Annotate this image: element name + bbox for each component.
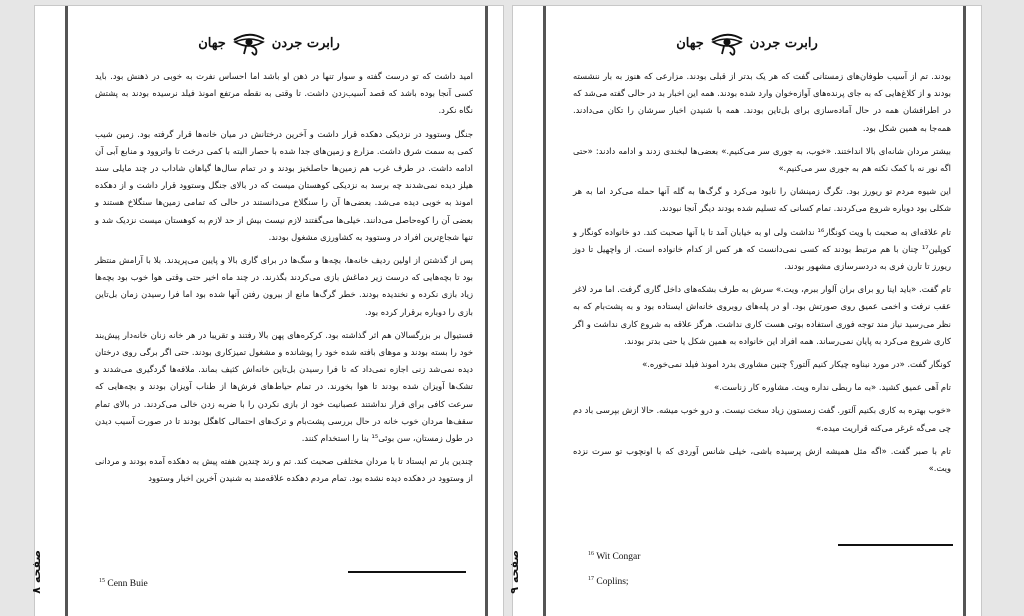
page-header [35,28,503,58]
paragraph: بودند. تم از آسیب طوفان‌های زمستانی گفت که هر یک بدتر از قبلی بودند. مزارعی که هنوز به بار ننشسته بودند و از کلاغ‌هایی که به جای پرنده‌های آوازه‌خوان وارد شده بودند. همه این اخبار بد در حالی گفته می‌شد که در اطرافشان همه در حال آماده‌سازی برای بل‌تاین بودند. همه با شنیدن اخبار سرشان را تکان می‌دادند. همه‌جا به همین شکل بود. [573,71,951,133]
page-border-right [485,6,488,616]
eye-of-ra-icon [232,30,266,56]
footnote-number: 15 [99,578,105,584]
footnote [99,578,148,589]
paragraph: امید داشت که تو درست گفته و سوار تنها در ذهن او باشد اما احساس نفرت به خوبی در ذهنش بود. باید کسی آنجا بوده باشد که قصد آسیب‌زدن داشت. تا وقتی به نقطه مرتفع امونذ فیلد نرسیده بودند به پشتش نگاه نکرد. [95,71,473,116]
paragraph: جنگل وستوود در نزدیکی دهکده قرار داشت و آخرین درختانش در میان خانه‌ها قرار گرفته بود. زمین شیب کمی به سمت شرق داشت. مزارع و زمین‌های جدا شده با حصار البته با کمی درخت تا واتروود و منابع آبی آن ادامه داشت. در طرف غرب هم زمین‌ها حاصلخیز بودند و در تمام سال‌ها گیاهان شاداب در چند مایلی سند هیلز دیده نمی‌شدند چه برسد به نزدیکی کوهستان میست که در بالای جنگل وستوود قرار داشت و از دهکده امونذ به خوبی دیده می‌شد. بعضی‌ها آن را سنگلاخ می‌دانستند در حالی که تمامی زمین‌ها سنگلاخ هستند و بعضی آن را کوه‌حاصل می‌دانند. خیلی‌ها می‌گفتند لازم نیست بیش از حد لازم به کوهستان میست نزدیک شد و تنها شجاع‌ترین افراد در وستوود به کشاورزی مشغول بودند. [95,128,473,242]
page-number: صفحه ۹ [508,550,521,594]
page-border-left [543,6,546,616]
paragraph: چندین بار تم ایستاد تا با مردان مختلفی صحبت کند. تم و رند چندین هفته پیش به دهکده آمده بودند و مردانی از وستوود در دهکده دیده نشده بود. تمام مردم دهکده علاقه‌مند به شنیدن آخرین اخبار وستوود [95,456,473,484]
paragraph: تام گفت. «باید اینا رو برای بران آلوار ببرم، ویت.» سرش به طرف بشکه‌های داخل گاری گرفت. اما مرد لاغر عقب نرفت و اخمی عمیق روی صورتش بود. او در پله‌های روبروی خانه‌اش ایستاده بود و به پشت‌بام که به نظر می‌رسید نیاز مند توجه فوری استفاده بوتی هست کاری نداشت. هرگز علاقه به شروع کاری نداشت و اگر کاری شروع می‌کرد به پایان نمی‌رساند. همه افراد این خانواده به همین شکل یا حتی بدتر بودند. [573,284,951,346]
footnote-text: Wit Congar [596,552,641,563]
eye-of-ra-icon [710,30,744,56]
footnote [588,576,629,587]
paragraph: بیشتر مردان شانه‌ای بالا انداختند. «خوب، به جوری سر می‌کنیم.» بعضی‌ها لبخندی زدند و ادامه دادند: «حتی اگه نور نه با کمک نکنه هم به جوری سر می‌کنیم.» [573,145,951,174]
paragraph: تام علاقه‌ای به صحبت با ویت کونگار¹⁶ نداشت ولی او به خیابان آمد تا با آنها صحبت کند. دو خانواده کونگار و کوپلین¹⁷ چنان با هم مرتبط بودند که کسی نمی‌دانست که هر کس از کدام خانواده است. از واچهیل تا دوز ریورز تا تارن فری به دردسرسازی مشهور بودند. [573,226,951,272]
paragraph: تام با صبر گفت. «اگه مثل همیشه ازش پرسیده باشی، خیلی شانس آوردی که با اونچوب تو سرت نزده ویت.» [573,445,951,474]
header-title-part1: رابرت جردن [271,35,340,51]
header-title-part2: جهان [198,35,226,51]
document-page-left [30,6,503,616]
footnote-separator [348,571,466,573]
footnote [588,551,640,562]
page-body-text [573,68,951,483]
paragraph: تام آهی عمیق کشید. «به ما ربطی نداره ویت. مشاوره کار زناست.» [714,382,951,393]
page-header [513,28,981,58]
footnote-separator [838,544,953,546]
paragraph: «خوب بهتره به کاری بکنیم آلتور. گفت زمستون زیاد سخت نیست. و درو خوب میشه. حالا ازش بپرسی باد دم چی می‌گه غرغر می‌کنه قراریت میده.» [573,405,951,433]
header-title-part2: جهان [676,35,704,51]
paragraph: پس از گذشتن از اولین ردیف خانه‌ها، بچه‌ها و سگ‌ها در برای گاری بالا و پایین می‌پریدند. بلا با آرامش منتظر بود تا بچه‌هایی که درست زیر دماغش بازی می‌کردند بگذرند. در چند ماه اخیر حتی وقتی هوا خوب بود بچه‌ها زیاد بازی نکرده و نخندیده بودند. خطر گرگ‌ها مانع از بیرون رفتن آنها شده بود اما فرا رسیدن زمان بل‌تاین بازی را دوباره برقرار کرده بود. [95,255,473,317]
page-number: صفحه ۸ [30,550,43,594]
paragraph: این شیوه مردم تو ریورز بود. تگرگ زمینشان را نابود می‌کرد و گرگ‌ها به گله آنها حمله می‌کرد اما به هر شکلی بود دوباره شروع می‌کردند. تمام کسانی که تسلیم شده بودند دیگر آنجا نبودند. [573,186,951,214]
page-border-right [963,6,966,616]
document-page-right [508,6,981,616]
footnote-text: Coplins; [596,577,629,588]
paragraph: فستیوال بر بزرگسالان هم اثر گذاشته بود. کرکره‌های پهن بالا رفتند و تقریبا در هر خانه زنان خانه‌دار پیش‌بند خود را بسته بودند و موهای بافته شده خود را پوشانده و مشغول تمیزکاری بودند. حتی اگر برگی روی درختان دیده نمی‌شد زنی اجازه نمی‌داد که تا فرا رسیدن بل‌تاین خانه‌اش کثیف بماند. ملافه‌ها گردگیری می‌شدند و تشک‌ها آویزان شده بودند تا هوا بخورند. در تمام حیاط‌های فرش‌ها از طناب آویزان بودند و بچه‌هایی که سرعت کافی برای فرار نداشتند عصبانیت خود از بازی نکردن را با ضربه زدن خالی می‌کردند. در بالای تمام سقف‌ها مردان خوب خانه در حال بررسی پشت‌بام و ترک‌های احتمالی کاهگل بودند تا در صورت آسیب دیدن در طول زمستان، سن بوئی¹⁵ بنا را استخدام کنند. [95,329,473,444]
footnote-number: 17 [588,576,594,582]
page-border-left [65,6,68,616]
paragraph: کونگار گفت. «در مورد نبناوه چیکار کنیم آلتور؟ چنین مشاوری بدرد امونذ فیلد نمی‌خوره.» [642,359,951,370]
page-body-text [95,68,473,494]
footnote-number: 16 [588,551,594,557]
header-title-part1: رابرت جردن [749,35,818,51]
footnote-text: Cenn Buie [107,579,148,590]
